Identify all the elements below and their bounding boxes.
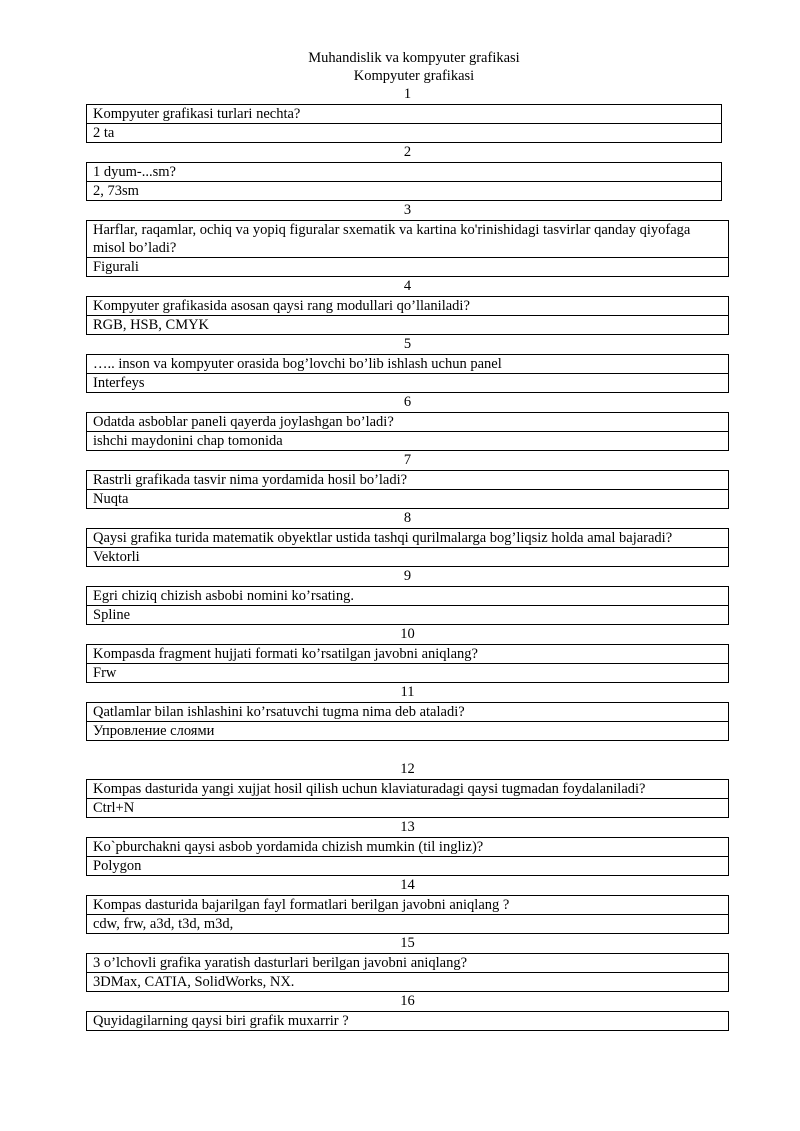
- question-block: [86, 85, 729, 143]
- question-number: 6: [403, 394, 412, 410]
- document-header: [0, 49, 800, 85]
- question-block: [86, 934, 729, 992]
- answer-text: Figurali: [87, 257, 728, 276]
- question-number: 7: [403, 452, 412, 468]
- question-block: [86, 335, 729, 393]
- question-table: [86, 1011, 729, 1031]
- question-list: [86, 85, 729, 1031]
- question-number: 15: [400, 935, 415, 951]
- topic-title: Kompyuter grafikasi: [353, 68, 475, 84]
- question-block: [86, 818, 729, 876]
- answer-text: Nuqta: [87, 489, 728, 508]
- question-table: [86, 837, 729, 876]
- answer-text: Interfeys: [87, 373, 728, 392]
- question-text: Kompas dasturida bajarilgan fayl formatlari berilgan javobni aniqlang ?: [93, 897, 510, 913]
- answer-text: Polygon: [87, 856, 728, 875]
- question-block: [86, 393, 729, 451]
- question-number: 14: [400, 877, 415, 893]
- answer-text: Ctrl+N: [87, 798, 728, 817]
- question-number: 4: [403, 278, 412, 294]
- question-number: 5: [403, 336, 412, 352]
- question-number: 3: [403, 202, 412, 218]
- question-number: 10: [400, 626, 415, 642]
- question-text: 1 dyum-...sm?: [93, 164, 176, 180]
- question-table: [86, 528, 729, 567]
- answer-text: Spline: [87, 605, 728, 624]
- question-text: Rastrli grafikada tasvir nima yordamida hosil bo’ladi?: [93, 472, 408, 488]
- question-number: 12: [400, 761, 415, 777]
- question-text: ….. inson va kompyuter orasida bog’lovchi bo’lib ishlash uchun panel: [93, 356, 502, 372]
- answer-text: ishchi maydonini chap tomonida: [87, 431, 728, 450]
- question-table: [86, 644, 729, 683]
- question-block: [86, 683, 729, 741]
- answer-text: Frw: [87, 663, 728, 682]
- question-table: [86, 354, 729, 393]
- question-number: 16: [400, 993, 415, 1009]
- question-number: 8: [403, 510, 412, 526]
- answer-text: 2, 73sm: [87, 181, 721, 200]
- question-table: [86, 702, 729, 741]
- answer-text: 2 ta: [87, 123, 721, 142]
- question-text: Kompyuter grafikasida asosan qaysi rang modullari qo’llaniladi?: [93, 298, 470, 314]
- question-table: [86, 470, 729, 509]
- question-table: [86, 412, 729, 451]
- question-table: [86, 220, 729, 277]
- answer-text: Vektorli: [87, 547, 728, 566]
- question-block: [86, 876, 729, 934]
- question-text: Qaysi grafika turida matematik obyektlar ustida tashqi qurilmalarga bog’liqsiz holda amal bajaradi?: [93, 530, 673, 546]
- question-block: [86, 201, 729, 277]
- question-table: [86, 779, 729, 818]
- question-text: Kompyuter grafikasi turlari nechta?: [93, 106, 301, 122]
- answer-text: 3DMax, CATIA, SolidWorks, NX.: [87, 972, 728, 991]
- question-text: Kompas dasturida yangi xujjat hosil qilish uchun klaviaturadagi qaysi tugmadan foydalaniladi?: [93, 781, 646, 797]
- question-number: 2: [403, 144, 412, 160]
- answer-text: Упровление слоями: [87, 721, 728, 740]
- question-text: Qatlamlar bilan ishlashini ko’rsatuvchi tugma nima deb ataladi?: [93, 704, 465, 720]
- subject-title: Muhandislik va kompyuter grafikasi: [308, 50, 520, 66]
- question-number: 11: [400, 684, 415, 700]
- question-text: Ko`pburchakni qaysi asbob yordamida chizish mumkin (til ingliz)?: [93, 839, 484, 855]
- question-table: [86, 162, 722, 201]
- answer-text: RGB, HSB, CMYK: [87, 315, 728, 334]
- question-block: [86, 509, 729, 567]
- question-table: [86, 586, 729, 625]
- question-block: [86, 143, 729, 201]
- question-number: 13: [400, 819, 415, 835]
- question-text: Egri chiziq chizish asbobi nomini ko’rsating.: [93, 588, 354, 604]
- question-number: 9: [403, 568, 412, 584]
- question-text: Odatda asboblar paneli qayerda joylashgan bo’ladi?: [93, 414, 394, 430]
- answer-text: cdw, frw, a3d, t3d, m3d,: [87, 914, 728, 933]
- question-text: Quyidagilarning qaysi biri grafik muxarrir ?: [93, 1013, 349, 1029]
- question-text: 3 o’lchovli grafika yaratish dasturlari berilgan javobni aniqlang?: [93, 955, 468, 971]
- question-block: [86, 992, 729, 1031]
- question-text: Kompasda fragment hujjati formati ko’rsatilgan javobni aniqlang?: [93, 646, 478, 662]
- question-block: [86, 277, 729, 335]
- question-text: Harflar, raqamlar, ochiq va yopiq figuralar sxematik va kartina ko'rinishidagi tasvirlar qanday qiyofaga misol bo’ladi?: [93, 222, 691, 256]
- question-block: [86, 567, 729, 625]
- question-table: [86, 953, 729, 992]
- question-block: [86, 760, 729, 818]
- question-block: [86, 625, 729, 683]
- question-number: 1: [403, 86, 412, 102]
- question-block: [86, 451, 729, 509]
- question-table: [86, 895, 729, 934]
- question-table: [86, 296, 729, 335]
- question-table: [86, 104, 722, 143]
